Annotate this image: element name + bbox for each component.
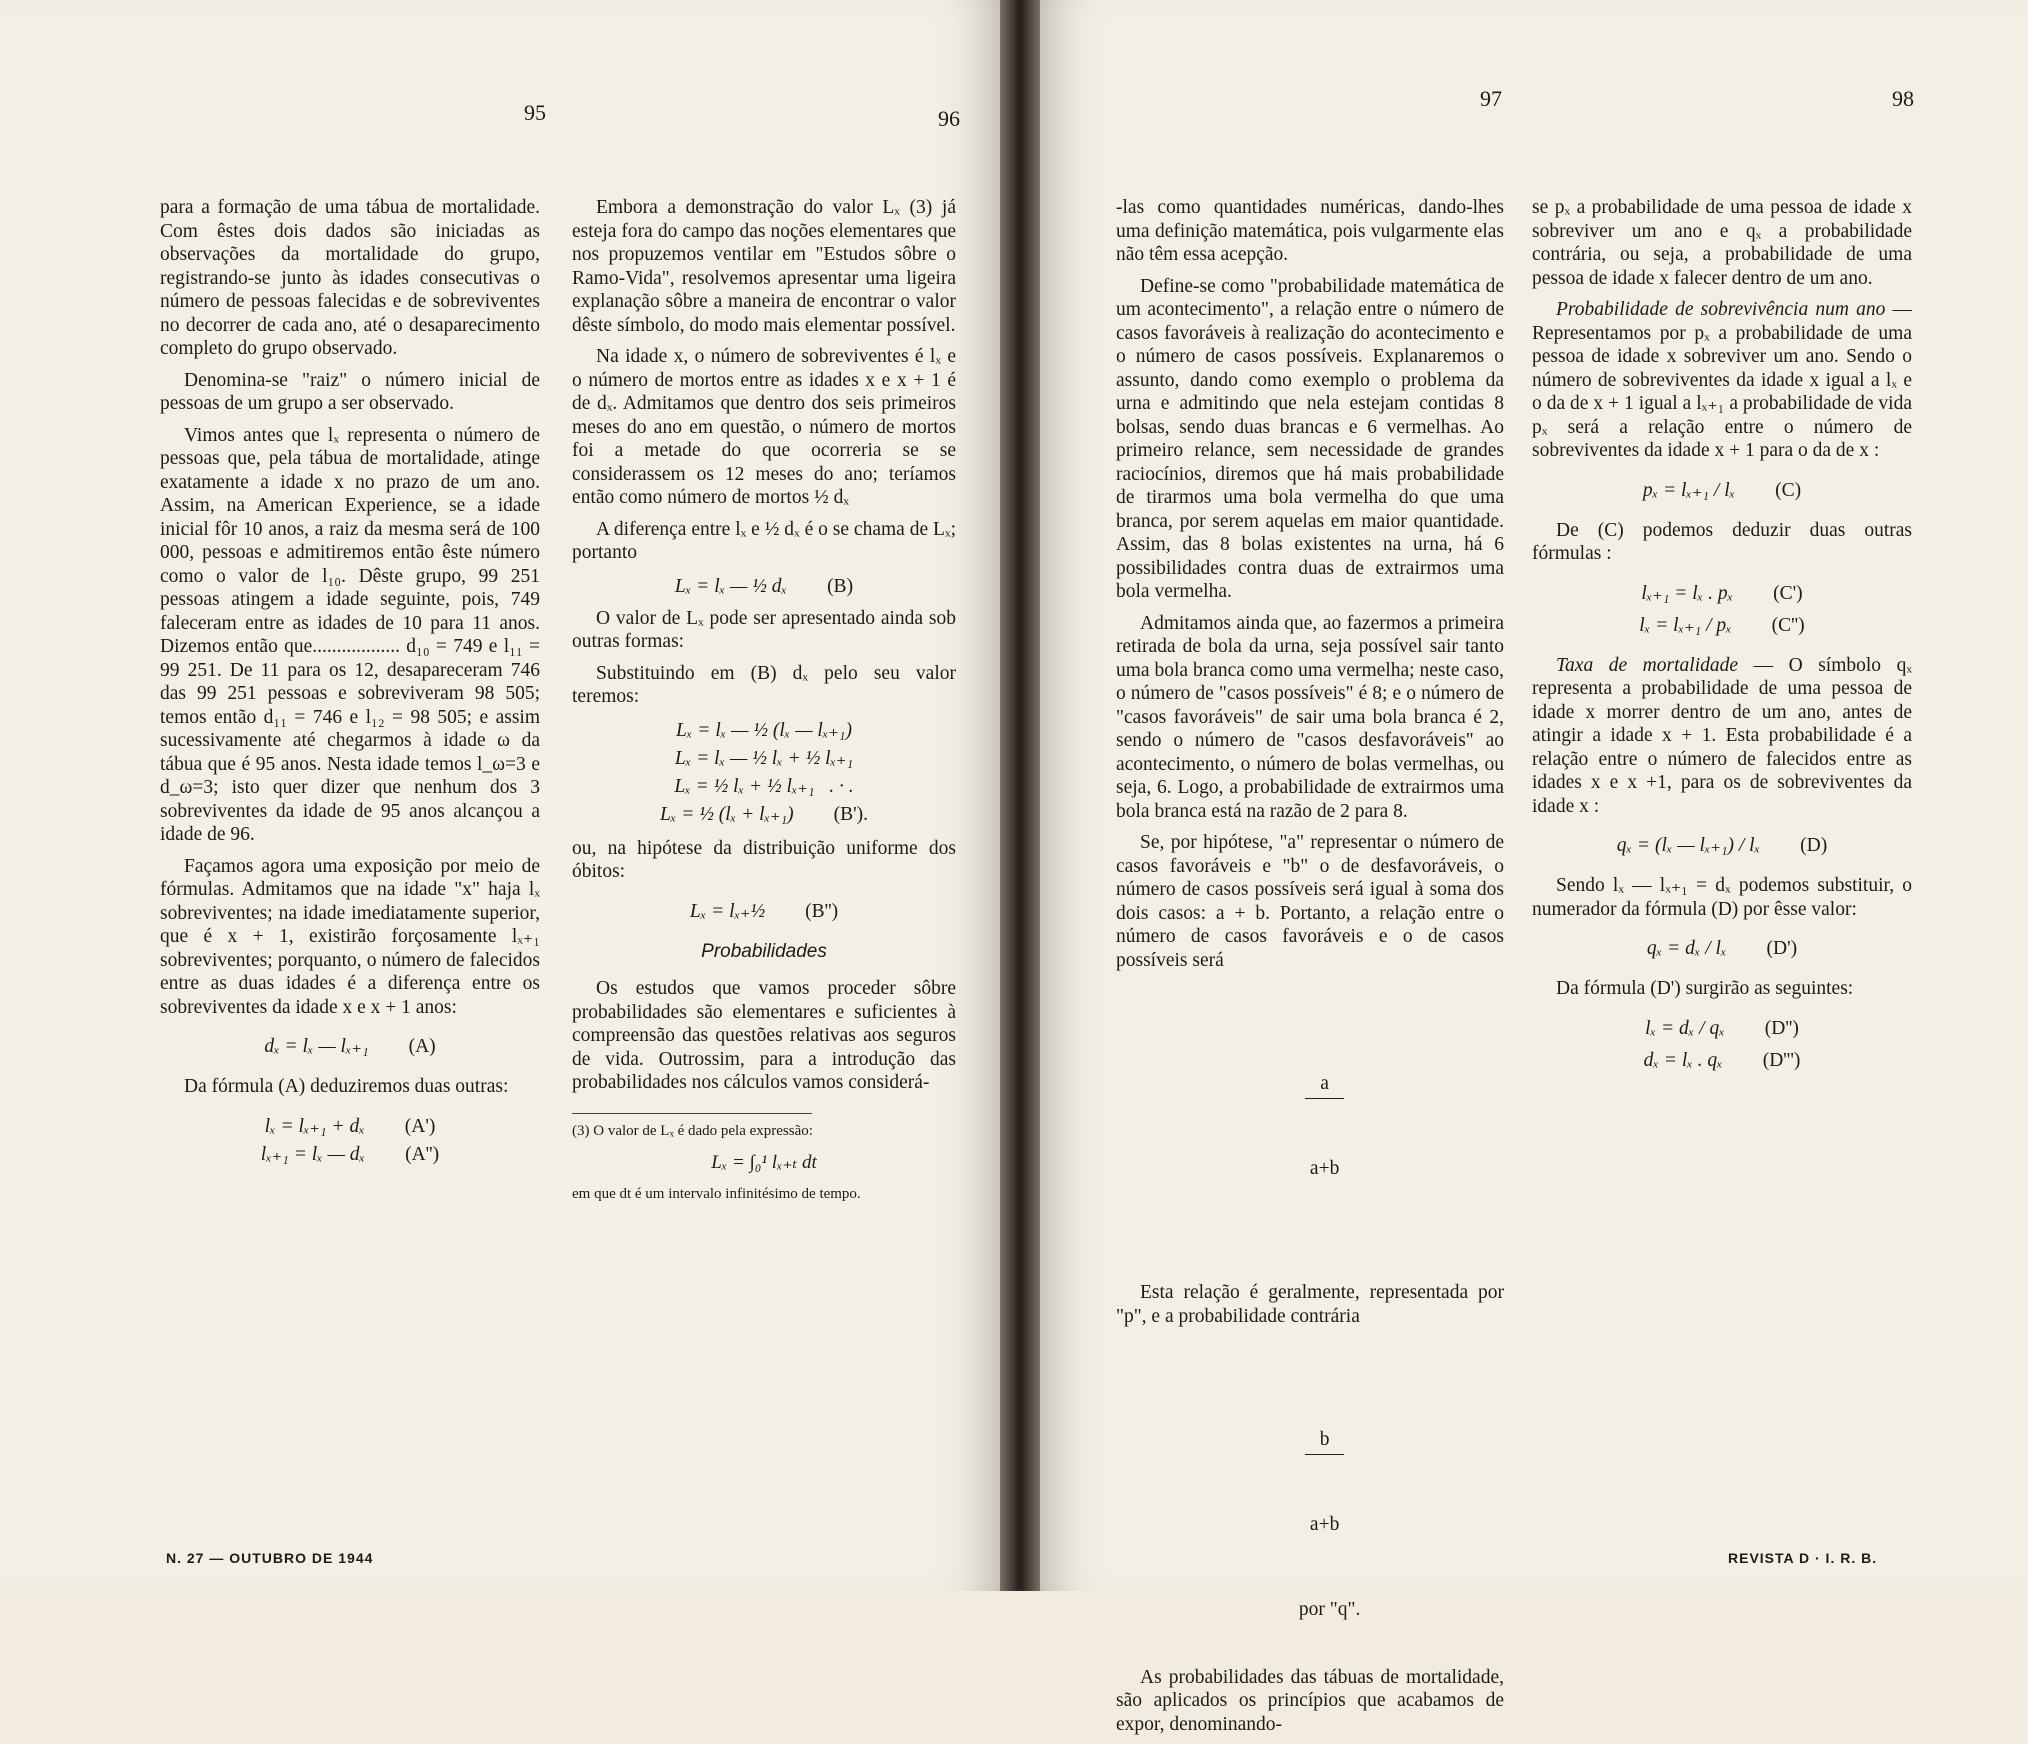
formula-b-line: Lₓ = lₓ — ½ (lₓ — lₓ₊₁) (676, 719, 852, 741)
page-97-column (1116, 196, 1504, 1744)
formula-tag: (D) (1800, 835, 1828, 856)
paragraph: Sendo lₓ — lₓ₊₁ = dₓ podemos substituir, o numerador da fórmula (D) por êsse valor: (1532, 875, 1912, 920)
formula-tag: (A'') (405, 1143, 440, 1165)
paragraph: -las como quantidades numéricas, dando-lhes uma definição matemática, pois vulgarmente elas não têm essa acepção. (1116, 197, 1504, 265)
formula-text: Lₓ = lₓ — ½ dₓ (674, 575, 788, 597)
paragraph: ou, na hipótese da distribuição uniforme dos óbitos: (572, 837, 956, 882)
formula-b1 (572, 801, 956, 829)
paragraph: Esta relação é geralmente, representada por "p", e a probabilidade contrária (1116, 1282, 1504, 1327)
paragraph: De (C) podemos deduzir duas outras fórmulas : (1532, 519, 1912, 564)
formula-tag: (C'') (1771, 614, 1805, 636)
paragraph: Denomina-se "raiz" o número inicial de pessoas de um grupo a ser observado. (160, 369, 540, 414)
formula-text: lₓ₊₁ = lₓ — dₓ (260, 1143, 366, 1165)
footnote-end: em que dt é um intervalo infinitésimo de tempo. (572, 1185, 861, 1202)
paragraph-body: — O símbolo qₓ representa a probabilidade de uma pessoa de idade x morrer dentro de um ano, antes de atingir a idade x + 1. Esta probabilidade é a relação entre o número de falecidos entre as idades x e x +1, para os de sobreviventes da idade x : (1532, 654, 1912, 817)
formula-d2 (1532, 1015, 1912, 1043)
paragraph: Façamos agora uma exposição por meio de fórmulas. Admitamos que na idade "x" haja lₓ sobreviventes; na idade imediatamente superior, que é x + 1, existirão forçosamente lₓ₊₁ sobreviventes; porquanto, o número de falecidos entre as duas idades é a diferença entre os sobreviventes da idade x e x + 1 anos: (160, 855, 540, 1018)
fraction (1305, 1014, 1344, 1239)
footer-journal: REVISTA D · I. R. B. (1728, 1550, 1878, 1566)
footer-issue: N. 27 — OUTUBRO DE 1944 (166, 1550, 374, 1566)
formula-tag: (B'). (833, 803, 869, 825)
paragraph: As probabilidades das tábuas de mortalidade, são aplicados os princípios que acabamos de expor, denominando- (1116, 1666, 1504, 1735)
formula-c2 (1532, 612, 1912, 640)
footnote (572, 1122, 956, 1204)
paragraph: Da fórmula (A) deduziremos duas outras: (184, 1076, 509, 1097)
formula-b-line: Lₓ = lₓ — ½ lₓ + ½ lₓ₊₁ (674, 747, 854, 769)
page-number-96: 96 (938, 106, 960, 131)
formula-text: Lₓ = ½ (lₓ + lₓ₊₁) (659, 803, 794, 825)
paragraph: A diferença entre lₓ e ½ dₓ é o se chama de Lₓ; portanto (572, 518, 956, 563)
paragraph-title: Taxa de mortalidade (1556, 654, 1739, 676)
formula-d (1532, 832, 1912, 860)
paragraph: Na idade x, o número de sobreviventes é lₓ e o número de mortos entre as idades x e x + 1 é de dₓ. Admitamos que dentro dos seis primeiros meses do ano em questão, o número de mortos foi a metade do que ocorreria se se considerassem os 12 meses do ano; teríamos então como número de mortos ½ dₓ (572, 346, 956, 508)
fraction-suffix: por "q". (1298, 1598, 1361, 1620)
formula-tag: (D''') (1762, 1049, 1801, 1071)
page-98-column (1532, 196, 1912, 1089)
denominator: a+b (1309, 1514, 1340, 1535)
paragraph-title: Probabilidade de sobrevivência num ano (1556, 299, 1886, 320)
formula-text: pₓ = lₓ₊₁ / lₓ (1642, 479, 1736, 501)
formula-d1 (1532, 935, 1912, 963)
formula-text: lₓ = lₓ₊₁ + dₓ (264, 1115, 365, 1137)
formula-text: qₓ = (lₓ — lₓ₊₁) / lₓ (1616, 835, 1761, 856)
formula-a1 (160, 1113, 540, 1141)
formula-tag: (A) (408, 1036, 436, 1057)
page-number-95: 95 (524, 100, 546, 125)
paragraph: Os estudos que vamos proceder sôbre probabilidades são elementares e suficientes à compreensão das questões relativas aos seguros de vida. Outrossim, para a introdução das probabilidades nos cálculos vamos considerá- (572, 978, 956, 1093)
formula-text: lₓ₊₁ = lₓ . pₓ (1641, 582, 1734, 604)
formula-b2 (572, 898, 956, 926)
paragraph: Substituindo em (B) dₓ pelo seu valor teremos: (572, 662, 956, 707)
denominator: a+b (1309, 1158, 1340, 1179)
formula-d3 (1532, 1047, 1912, 1075)
paragraph (1532, 298, 1912, 463)
formula-text: qₓ = dₓ / lₓ (1646, 938, 1727, 959)
paragraph: Embora a demonstração do valor Lₓ (3) já esteja fora do campo das noções elementares que nos propuzemos ventilar em "Estudos sôbre o Ramo-Vida", resolvemos apresentar uma ligeira explanação sôbre a maneira de encontrar o valor dêste símbolo, do modo mais elementar possível. (572, 197, 956, 336)
page-96-column (572, 196, 956, 1204)
fraction-a-over-ab (1116, 986, 1504, 1267)
formula-tag: (A') (404, 1115, 436, 1137)
formula-a (160, 1033, 540, 1061)
paragraph: se pₓ a probabilidade de uma pessoa de idade x sobreviver um ano e qₓ a probabilidade contrária, ou seja, a probabilidade de uma pessoa de idade x falecer dentro de um ano. (1532, 197, 1912, 289)
formula-b (572, 573, 956, 601)
page-number-98: 98 (1892, 86, 1914, 111)
formula-a2 (160, 1141, 540, 1169)
paragraph: Se, por hipótese, "a" representar o número de casos favoráveis e "b" o de desfavoráveis, o número de casos possíveis será igual à soma dos dois casos: a + b. Portanto, a relação entre o número de casos favoráveis e o de casos possíveis será (1116, 832, 1504, 971)
formula-tag: (B'') (805, 900, 839, 922)
book-gutter (1000, 0, 1040, 1591)
paragraph: O valor de Lₓ pode ser apresentado ainda sob outras formas: (572, 607, 956, 652)
formula-c1 (1532, 580, 1912, 608)
formula-text: Lₓ = lₓ₊½ (689, 900, 766, 922)
numerator: a (1305, 1070, 1344, 1099)
fraction-b-over-ab (1116, 1342, 1504, 1652)
formula-tag: (B) (827, 575, 854, 597)
formula-tag: (D'') (1764, 1017, 1799, 1039)
formula-text: lₓ = dₓ / qₓ (1645, 1017, 1725, 1039)
paragraph: Vimos antes que lₓ representa o número de pessoas que, pela tábua de mortalidade, atinge exatamente a idade x no prazo de um ano. Assim, na American Experience, se a idade inicial fôr 10 anos, a raiz da mesma será de 100 000, pessoas e admitiremos então êste número como o valor de l₁₀. Dêste grupo, 99 251 pessoas atingem a idade seguinte, pois, 749 faleceram entre as idades de 10 para 11 anos. Dizemos então que.................. d₁₀ = 749 e l₁₁ = 99 251. De 11 para os 12, desapareceram 746 das 99 251 pessoas e sobreviveram 98 505; temos então d₁₁ = 746 e l₁₂ = 98 505; e assim sucessivamente até chegarmos à idade ω da tábua que é 95 anos. Nesta idade temos l_ω=3 e d_ω=3; isto quer dizer que nenhum dos 3 sobreviventes da idade de 95 anos alcançou a idade de 96. (160, 424, 540, 845)
paragraph: Admitamos ainda que, ao fazermos a primeira retirada de bola da urna, seja possível sair tanto uma bola branca como uma vermelha; neste caso, o número de "casos possíveis" é 8; e o número de "casos favoráveis" de sair uma bola branca é 2, sendo o número de "casos desfavoráveis" ao acontecimento, o número de bolas vermelhas, ou seja, 6. Logo, a probabilidade de extrairmos uma bola branca está na razão de 2 para 8. (1116, 612, 1504, 822)
formula-text: dₓ = lₓ . qₓ (1643, 1049, 1723, 1071)
formula-c (1532, 477, 1912, 505)
formula-tag: (C) (1775, 479, 1802, 501)
paragraph-body: — Representamos por pₓ a probabilidade de uma pessoa de idade x sobreviver um ano. Sendo o número de sobreviventes da idade x igual a lₓ e o da de x + 1 igual a lₓ₊₁ a probabilidade de vida pₓ será a relação entre o número de sobreviventes da idade x + 1 para o da de x : (1532, 299, 1912, 461)
numerator: b (1305, 1426, 1344, 1455)
fraction (1305, 1370, 1344, 1595)
paragraph (1532, 654, 1912, 819)
section-title: Probabilidades (701, 940, 827, 962)
page-number-97: 97 (1480, 86, 1502, 111)
paragraph: Define-se como "probabilidade matemática de um acontecimento", a relação entre o número de casos favoráveis à realização do acontecimento e o número de casos possíveis. Explanaremos o assunto, dando como exemplo o problema da urna e admitindo que nela estejam contidas 8 bolsas, sendo duas brancas e 6 vermelhas. Ao primeiro relance, sem necessidade de grandes raciocínios, diremos que há mais probabilidade de tirarmos uma bola vermelha do que uma branca, por serem aquelas em maior quantidade. Assim, das 8 bolas existentes na urna, há 6 possibilidades contra duas de extrairmos uma bola vermelha. (1116, 275, 1504, 602)
page-95-column (160, 196, 540, 1183)
formula-text: dₓ = lₓ — lₓ₊₁ (264, 1036, 369, 1057)
formula-b-line: Lₓ = ½ lₓ + ½ lₓ₊₁ . · . (674, 775, 854, 797)
formula-tag: (C') (1773, 582, 1803, 604)
formula-tag: (D') (1766, 938, 1798, 959)
formula-text: lₓ = lₓ₊₁ / pₓ (1639, 614, 1732, 636)
footnote-formula: Lₓ = ∫₀¹ lₓ₊ₜ dt (711, 1151, 817, 1173)
paragraph: Da fórmula (D') surgirão as seguintes: (1556, 978, 1854, 999)
paragraph: para a formação de uma tábua de mortalidade. Com êstes dois dados são iniciadas as observações da mortalidade do grupo, registrando-se junto às idades consecutivas o número de pessoas falecidas e de sobreviventes no decorrer de cada ano, até o desaparecimento completo do grupo observado. (160, 197, 540, 359)
footnote-intro: (3) O valor de Lₓ é dado pela expressão: (572, 1122, 813, 1139)
footnote-rule (572, 1113, 812, 1122)
